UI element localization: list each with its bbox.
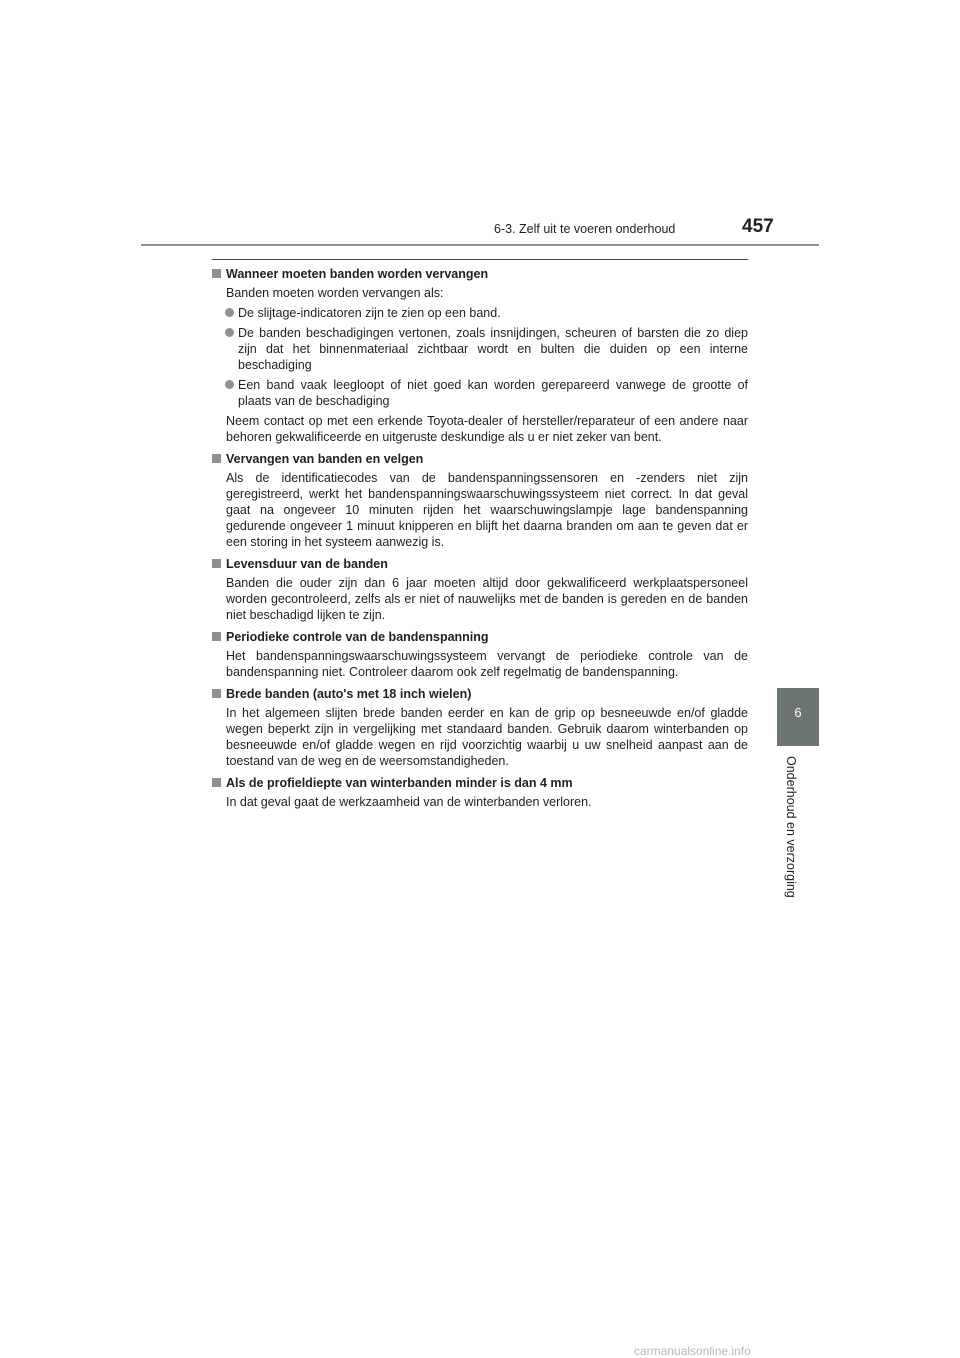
section-tire-replacement	[212, 266, 748, 445]
page-content	[212, 266, 748, 816]
list-item-text: De slijtage-indicatoren zijn te zien op een band.	[238, 306, 501, 320]
section-tire-lifespan	[212, 556, 748, 623]
square-bullet-icon	[212, 632, 221, 641]
section-heading	[212, 451, 748, 467]
section-outro: Neem contact op met een erkende Toyota-dealer of hersteller/reparateur of een andere naar behoren gekwalificeerde en uitgeruste deskundige als u er niet zeker van bent.	[226, 414, 748, 444]
square-bullet-icon	[212, 269, 221, 278]
list-item	[212, 325, 748, 373]
chapter-tab-label: Onderhoud en verzorging	[784, 756, 798, 898]
page-number: 457	[742, 216, 774, 237]
section-body: Het bandenspanningswaarschuwingssysteem vervangt de periodieke controle van de bandenspanning niet. Controleer daarom ook zelf regelmatig de bandenspanning.	[226, 649, 748, 679]
section-heading	[212, 266, 748, 282]
heading-text: Als de profieldiepte van winterbanden minder is dan 4 mm	[226, 776, 573, 790]
content-divider	[212, 259, 748, 260]
round-bullet-icon	[225, 308, 234, 317]
section-periodic-pressure-check	[212, 629, 748, 680]
section-wide-tires	[212, 686, 748, 769]
heading-text: Brede banden (auto's met 18 inch wielen)	[226, 687, 472, 701]
heading-text: Vervangen van banden en velgen	[226, 452, 424, 466]
square-bullet-icon	[212, 778, 221, 787]
section-winter-tread-depth	[212, 775, 748, 810]
watermark-site-name: carmanualsonline.info	[634, 1344, 751, 1358]
chapter-tab[interactable]	[777, 688, 819, 746]
section-heading	[212, 686, 748, 702]
list-item-text: Een band vaak leegloopt of niet goed kan worden gerepareerd vanwege de grootte of plaats van de beschadiging	[238, 378, 748, 408]
square-bullet-icon	[212, 559, 221, 568]
header-divider	[141, 244, 819, 246]
list-item	[212, 377, 748, 409]
section-heading	[212, 556, 748, 572]
square-bullet-icon	[212, 689, 221, 698]
section-body: Banden die ouder zijn dan 6 jaar moeten altijd door gekwalificeerd werkplaatspersoneel worden gecontroleerd, zelfs als er niet of nauwelijks met de banden is gereden en de banden niet beschadigd lijken te zijn.	[226, 576, 748, 622]
section-body: In het algemeen slijten brede banden eerder en kan de grip op besneeuwde en/of gladde wegen beperkt zijn in vergelijking met standaard banden. Gebruik daarom winterbanden op besneeuwde en/of gladde wegen en rijd voorzichtig waarbij u uw snelheid aanpast aan de toestand van de weg en de weersomstandigheden.	[226, 706, 748, 768]
round-bullet-icon	[225, 328, 234, 337]
chapter-tab-number: 6	[794, 705, 802, 720]
square-bullet-icon	[212, 454, 221, 463]
heading-text: Periodieke controle van de bandenspanning	[226, 630, 489, 644]
heading-text: Levensduur van de banden	[226, 557, 388, 571]
round-bullet-icon	[225, 380, 234, 389]
section-heading	[212, 629, 748, 645]
section-intro: Banden moeten worden vervangen als:	[226, 286, 444, 300]
list-item	[212, 305, 748, 321]
heading-text: Wanneer moeten banden worden vervangen	[226, 267, 489, 281]
section-body: Als de identificatiecodes van de bandenspanningssensoren en -zenders niet zijn geregistreerd, werkt het bandenspanningswaarschuwingssysteem niet correct. In dat geval gaat na ongeveer 10 minuten rijden het waarschuwingslampje lage bandenspanning gedurende ongeveer 1 minuut knipperen en blijft het daarna branden om aan te geven dat er een storing in het systeem aanwezig is.	[226, 471, 748, 549]
section-replacing-tires-wheels	[212, 451, 748, 550]
section-body: In dat geval gaat de werkzaamheid van de winterbanden verloren.	[226, 795, 592, 809]
section-title: 6-3. Zelf uit te voeren onderhoud	[494, 222, 676, 236]
section-heading	[212, 775, 748, 791]
list-item-text: De banden beschadigingen vertonen, zoals insnijdingen, scheuren of barsten die zo diep zijn dat het binnenmateriaal zichtbaar wordt en bulten die duiden op een interne beschadiging	[238, 326, 748, 372]
